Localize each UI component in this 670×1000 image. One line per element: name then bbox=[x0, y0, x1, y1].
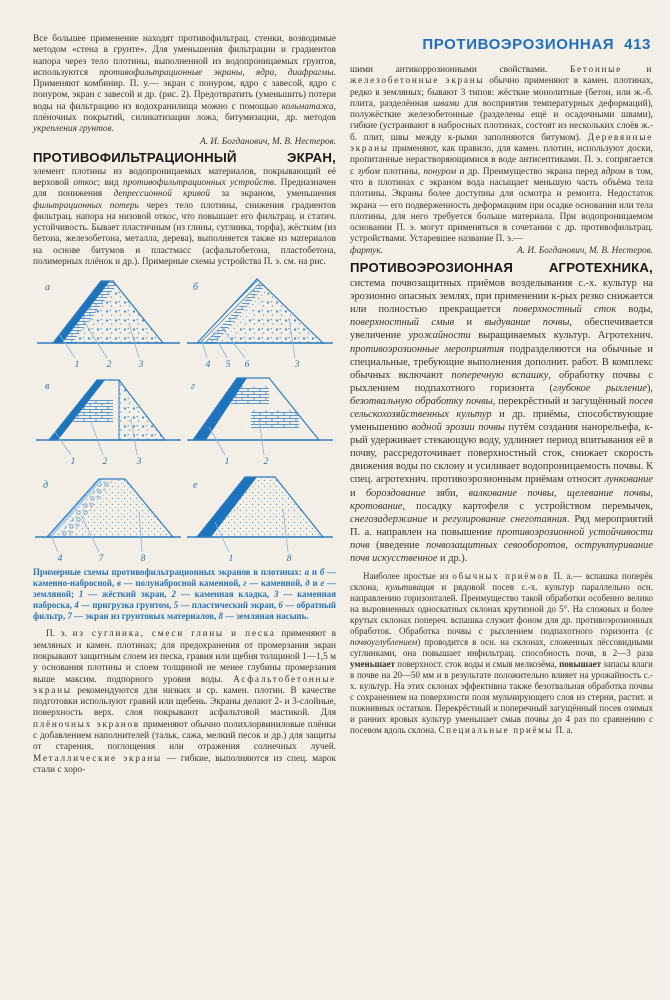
page-number: 413 bbox=[624, 36, 651, 53]
entry2-body: система почвозащитных приёмов возделывания с.-х. культур на эрозионно опасных землях, при применении к-рых резко снижается или полностью прекращается поверхностный сток воды, поверхностный смыв и выдувание почвы, обеспечивается увеличение урожайности выращиваемых культур. Агротехнич. противоэрозионные мероприятия подразделяются на обычные и специальные, требующие выполнения дополнит. работ. В комплекс обычных включают поперечную вспашку, обработку почвы с рыхлением подпахотного горизонта (глубокое рыхление), безотвальную обработку почвы, перекрёстный и загущённый посев сельскохозяйственных культур и др. приёмы, способствующие уменьшению водной эрозии почвы путём создания нанорельефа, к-рый удерживает стекающую воду, удлиняет период впитывания её в почву, рассредоточивает поверхностный сток, снижает скорость движения воды по склону и усиливает водопроницаемость почвы. К спец. агротехнич. противоэрозионным приёмам относят лункование и бороздование зяби, валкование почвы, щелевание почвы, кротование, посадку картофеля с устройством перемычек, снегозадержание и регулирование снеготаяния. Ряд мероприятий П. а. направлен на повышение противоэрозионной устойчивости почв (введение почвозащитных севооборотов, оструктуривание почв искусственное и др.). bbox=[350, 278, 654, 565]
dam-diagram-e bbox=[185, 467, 336, 564]
headword-part-1: ПРОТИВОЭРОЗИОННАЯ bbox=[350, 260, 514, 276]
entry-headword-protivoerozionnaya-agrotehnika bbox=[350, 260, 653, 275]
callout-number: 5 bbox=[225, 360, 231, 371]
dam-diagram-d bbox=[33, 467, 184, 564]
dam-diagram-b bbox=[185, 273, 336, 370]
left-column bbox=[33, 34, 336, 776]
right-column bbox=[350, 34, 653, 776]
panel-label: в bbox=[45, 381, 50, 393]
callout-number: 2 bbox=[106, 360, 112, 371]
entry1-body: элемент плотины из водопроницаемых материалов, покрывающий её верховой откос; вид противофильтрационных устройств. Предназначен для понижения депрессионной кривой за экраном, уменьшения фильтрационных потерь через тело плотины, снижения градиентов фильтрац. напора на низовой откос, что повышает его фильтрац. и статич. устойчивость. Бывает пластичным (из глины, суглинка, торфа), жёстким (из бетона, железобетона, металла, дерева), выполняется также из материалов на основе битумов и пластмасс (асфальтобетона, пластобетона, полимерных плёнок и др.). Примерные схемы устройства П. э. см. на рис. bbox=[33, 166, 337, 268]
two-column-layout bbox=[33, 34, 653, 776]
intro-paragraph: Все большее применение находят противофильтрац. стенки, возводимые методом «стена в грунте». Для уменьшения фильтрации и градиентов напора через тело плотины, выполненной из водопроницаемых грунтов, используются противофильтрационные экраны, ядра, диафрагмы. Применяют комбинир. П. у.— экран с понуром, ядро с завесой, ядро с понуром, экран с завесой и др. (рис. 2). Предотвратить (уменьшить) потери воды на фильтрацию из водохранилища можно с помощью кольматажа, плёночных покрытий, силикатизации ложа, битумизации, др. методов укрепления грунтов. bbox=[33, 34, 336, 135]
author-signature: А. И. Богданович, М. В. Нестеров. bbox=[200, 136, 336, 147]
panel-label: а bbox=[45, 282, 50, 294]
callout-number: 7 bbox=[98, 554, 104, 565]
callout-number: 4 bbox=[205, 360, 211, 371]
dam-diagram-g bbox=[185, 370, 336, 467]
figure-dam-cross-sections bbox=[33, 273, 336, 564]
callout-number: 6 bbox=[244, 360, 250, 371]
entry-headword-protivofiltracionny-ekran bbox=[33, 150, 336, 165]
callout-number: 8 bbox=[286, 554, 292, 565]
panel-label: б bbox=[193, 282, 199, 294]
running-head bbox=[350, 36, 651, 53]
callout-number: 2 bbox=[263, 457, 269, 468]
callout-number: 1 bbox=[228, 554, 234, 565]
callout-number: 3 bbox=[138, 360, 144, 371]
callout-number: 1 bbox=[70, 457, 76, 468]
callout-number: 3 bbox=[294, 360, 300, 371]
entry1-body-continued: П. э. из суглинка, смеси глины и песка применяют в земляных и камен. плотинах; для предохранения от промерзания экран покрывают защитным слоем из песка, гравия или щебня толщиной 1—1,5 м у основания плотины и слоем толщиной не менее глубины промерзания выше максим. подпорного уровня воды. Асфальтобетонные экраны рекомендуются для низких и ср. камен. плотин. В качестве подготовки используют гравий или щебень. Экраны делают 2- и 3-слойные, поверхность верх. слоя покрывают асфальтовой мастикой. Для плёночных экранов применяют обычно полихлорвиниловые плёнки с добавлением наполнителей (тальк, сажа, мелкий песок и др.) для защиты от старения, поглощения или отражения солнечных лучей. Металлические экраны — гибкие, выполняются из спец. марок стали с хоро- bbox=[33, 629, 337, 775]
callout-number: 2 bbox=[102, 457, 108, 468]
entry1-end-line bbox=[350, 246, 653, 257]
panel-label: д bbox=[43, 480, 49, 492]
callout-number: 4 bbox=[57, 554, 63, 565]
author-signature: А. И. Богданович, М. В. Нестеров. bbox=[517, 245, 653, 256]
headword-part-2: ЭКРАН, bbox=[287, 149, 336, 165]
callout-number: 3 bbox=[136, 457, 142, 468]
dam-diagram-v bbox=[33, 370, 184, 467]
entry1-continuation: шими антикоррозионными свойствами. Бетонные и железобетонные экраны обычно применяют в камен. плотинах, редко в земляных; бывают 3 типов: жёсткие монолитные (бетон, или ж.-б. плита, разделённая швами для восприятия температурных деформаций), полужёсткие железобетонные (разделены ещё и осадочными швами), гибкие (устраивают в набросных плотинах, состоят из нескольких слоёв ж.-б. плит, швы между к-рыми заполняются битумом). Деревянные экраны применяют, как правило, для камен. плотин, используют доски, пропитанные нерастворяющимися в воде антисептиками. П. э. сопрягается с зубом плотины, понуром и др. Преимущество экрана перед ядром в том, что в плотинах с экраном вода насыщает меньшую часть объёма тела плотины. Экраны более доступны для осмотра и ремонта. Недостаток экрана — его подверженность деформациям при осадке основания или тела плотины, для него требуется больше материала. При водопроницаемом основании П. э. могут применяться в сочетании с др. противофильтрац. устройствами. Устаревшее название П. э.— bbox=[350, 65, 654, 245]
panel-label: е bbox=[193, 480, 198, 492]
panel-label: г bbox=[191, 381, 195, 393]
figure-caption: Примерные схемы противофильтрационных экранов в плотинах: а и б — каменно-набросной, в — полунабросной каменной, г — каменной, д и е — земляной; 1 — жёсткий экран, 2 — каменная кладка, 3 — каменная наброска, 4 — пригрузка грунтом, 5 — пластический экран, 6 — обратный фильтр, 7 — экран из грунтовых материалов, 8 — земляная насыпь. bbox=[33, 567, 337, 621]
dam-diagram-a bbox=[33, 273, 184, 370]
callout-number: 1 bbox=[74, 360, 80, 371]
callout-number: 8 bbox=[140, 554, 146, 565]
running-head-title: ПРОТИВОЭРОЗИОННАЯ bbox=[422, 36, 615, 53]
entry1-last-word: фартук. bbox=[350, 245, 384, 256]
callout-number: 1 bbox=[224, 457, 230, 468]
entry2-small-text: Наиболее простые из обычных приёмов П. а.— вспашка поперёк склона, культивация и рядовой посев с.-х. культур параллельно осн. направлению горизонталей. Преимущество такой обработки особенно велико на выровненных односкатных склонах крутизной до 5°. На сложных и более крутых склонах попереч. вспашка служит фоном для др. противоэрозионных обработок. Обработка почвы с рыхлением подпахотного горизонта (с почвоуглублением) проводится в осн. на склонах, сложенных лёссовидными суглинками, она повышает инфильтрац. способность почв, в 2—3 раза уменьшает поверхност. сток воды и смыв мелкозёма, повышает запасы влаги в почве на 20—50 мм и в результате положительно влияет на урожайность с.-х. культур. На этих склонах эффективна также безотвальная обработка почвы с сохранением на поверхности поля мульчирующего слоя из стерни, растит. и пожнивных остатков. Перекрёстный и поперечный загущённый посев озимых и ранних яровых культур уменьшает смыв почвы до 4 раз по сравнению с посевом вдоль склона. Специальные приёмы П. а. bbox=[350, 571, 654, 736]
headword-part-2: АГРОТЕХНИКА, bbox=[548, 260, 653, 276]
headword-part-1: ПРОТИВОФИЛЬТРАЦИОННЫЙ bbox=[33, 149, 237, 165]
